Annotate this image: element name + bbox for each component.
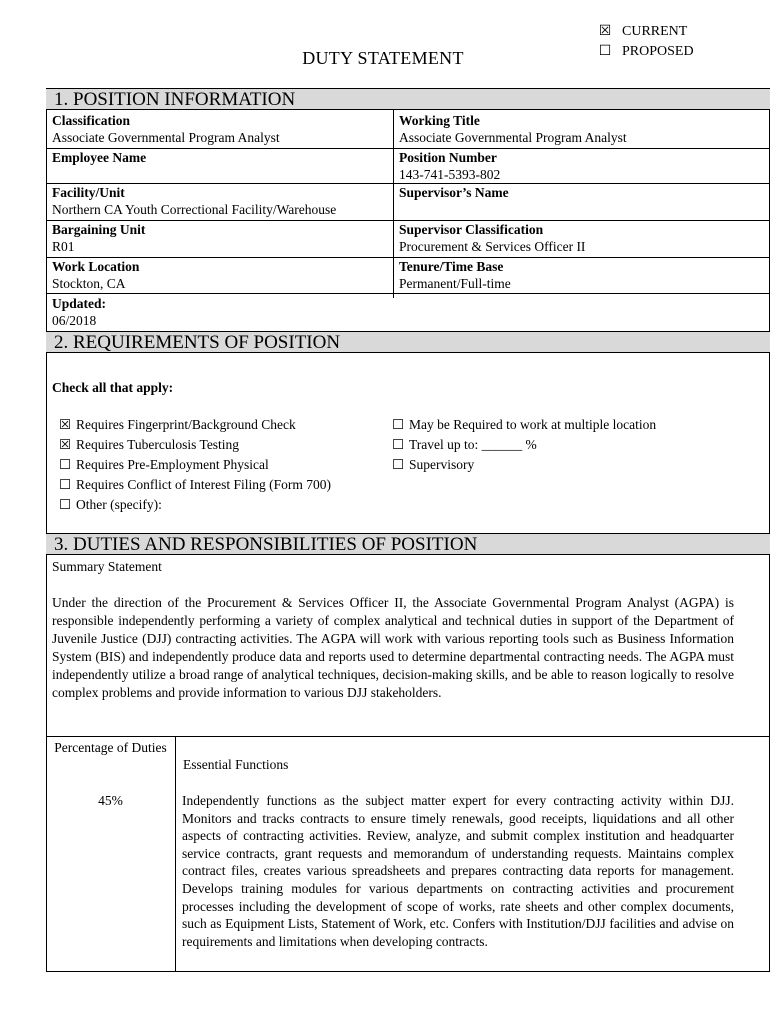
facility-unit-label: Facility/Unit: [52, 185, 125, 200]
status-proposed-label: PROPOSED: [622, 44, 694, 59]
requirement-label: Requires Fingerprint/Background Check: [76, 417, 296, 432]
document-title-text: DUTY STATEMENT: [302, 48, 464, 68]
bargaining-unit-cell: [46, 221, 393, 255]
classification-label: Classification: [52, 113, 131, 128]
status-current[interactable]: [598, 22, 694, 42]
document-title: [0, 48, 770, 69]
requirement-form-700[interactable]: [58, 475, 331, 495]
unchecked-box-icon[interactable]: ☐: [391, 457, 405, 472]
position-number-value: 143-741-5393-802: [399, 167, 501, 182]
requirement-label: Travel up to: ______ %: [409, 437, 537, 452]
status-current-label: CURRENT: [622, 24, 688, 39]
requirement-label: Other (specify):: [76, 497, 162, 512]
work-location-cell: [46, 258, 393, 292]
supervisor-classification-cell: [393, 221, 770, 255]
requirement-label: Requires Pre-Employment Physical: [76, 457, 269, 472]
requirement-tuberculosis[interactable]: [58, 435, 331, 455]
facility-unit-value: Northern CA Youth Correctional Facility/Warehouse: [52, 202, 337, 217]
duties-table-bottom-border: [46, 971, 770, 972]
tenure-cell: [393, 258, 770, 292]
classification-value: Associate Governmental Program Analyst: [52, 130, 280, 145]
supervisor-classification-label: Supervisor Classification: [399, 222, 544, 237]
duties-table-column-divider: [175, 736, 176, 972]
requirement-label: Requires Tuberculosis Testing: [76, 437, 240, 452]
bargaining-unit-label: Bargaining Unit: [52, 222, 146, 237]
percentage-column-header: Percentage of Duties: [54, 740, 167, 755]
work-location-label: Work Location: [52, 259, 140, 274]
employee-name-cell: [46, 149, 393, 166]
duty-percentage: 45%: [98, 793, 123, 808]
requirement-fingerprint[interactable]: [58, 415, 331, 435]
duty-description: Independently functions as the subject matter expert for every contracting activity within DJJ. Monitors and tracks contracts to ensure timely renewals, good receipts, liquidations and all other aspects of contracting activities. Review, analyze, and submit complex institution and headquarter service contracts, grant requests and memorandum of understanding requests. Maintains complex contract files, creates various spreadsheets and prepares contracting data reports for management. Develops training modules for various departments on contracting activities and procurement processes including the development of scope of works, rate sheets and other complex documents, such as Equipment Lists, Statement of Work, etc. Confers with Institution/DJJ facilities and advise on requirements and limitations when developing contracts.: [182, 793, 734, 949]
section-header-duties: 3. DUTIES AND RESPONSIBILITIES OF POSITION: [46, 533, 770, 555]
facility-unit-cell: [46, 184, 393, 218]
summary-statement-label: Summary Statement: [52, 559, 162, 574]
position-number-cell: [393, 149, 770, 183]
unchecked-box-icon[interactable]: ☐: [598, 44, 612, 59]
updated-cell: [46, 295, 393, 329]
requirement-label: May be Required to work at multiple location: [409, 417, 657, 432]
requirement-label: Supervisory: [409, 457, 475, 472]
supervisor-classification-value: Procurement & Services Officer II: [399, 239, 586, 254]
unchecked-box-icon[interactable]: ☐: [58, 497, 72, 512]
requirement-multiple-location[interactable]: [391, 415, 656, 435]
working-title-label: Working Title: [399, 113, 480, 128]
requirement-supervisory[interactable]: [391, 455, 656, 475]
duties-table-top-border: [46, 736, 770, 737]
unchecked-box-icon[interactable]: ☐: [58, 477, 72, 492]
checked-box-icon[interactable]: ☒: [58, 437, 72, 452]
tenure-value: Permanent/Full-time: [399, 276, 511, 291]
requirement-other[interactable]: [58, 495, 331, 515]
bargaining-unit-value: R01: [52, 239, 75, 254]
supervisor-name-cell: [393, 184, 770, 201]
section-header-requirements: 2. REQUIREMENTS OF POSITION: [46, 331, 770, 353]
section-header-position-info: 1. POSITION INFORMATION: [46, 88, 770, 110]
employee-name-label: Employee Name: [52, 150, 147, 165]
tenure-label: Tenure/Time Base: [399, 259, 504, 274]
requirement-label: Requires Conflict of Interest Filing (Form 700): [76, 477, 331, 492]
checked-box-icon[interactable]: ☒: [58, 417, 72, 432]
work-location-value: Stockton, CA: [52, 276, 126, 291]
working-title-value: Associate Governmental Program Analyst: [399, 130, 627, 145]
updated-value: 06/2018: [52, 313, 97, 328]
classification-cell: [46, 112, 393, 146]
position-number-label: Position Number: [399, 150, 497, 165]
essential-functions-header: Essential Functions: [183, 757, 289, 772]
updated-label: Updated:: [52, 296, 107, 311]
unchecked-box-icon[interactable]: ☐: [58, 457, 72, 472]
supervisor-name-label: Supervisor’s Name: [399, 185, 509, 200]
checked-box-icon[interactable]: ☒: [598, 24, 612, 39]
requirements-instruction: Check all that apply:: [52, 380, 174, 395]
requirement-travel[interactable]: [391, 435, 656, 455]
requirements-right-list: [391, 415, 656, 475]
row-divider: [46, 293, 770, 294]
requirement-physical[interactable]: [58, 455, 331, 475]
requirements-left-list: [58, 415, 331, 515]
working-title-cell: [393, 112, 770, 146]
unchecked-box-icon[interactable]: ☐: [391, 437, 405, 452]
unchecked-box-icon[interactable]: ☐: [391, 417, 405, 432]
summary-statement-text: Under the direction of the Procurement & Services Officer II, the Associate Governmental Program Analyst (AGPA) is responsible independently performing a variety of complex analytical and technical duties in support of the Department of Juvenile Justice (DJJ) contracting activities. The AGPA will work with various reporting tools such as Business Information System (BIS) and independently produce data and reports used to determine departmental contracting needs. The AGPA must independently utilize a broad range of analytical techniques, decision-making skills, and be able to reason logically to resolve complex problems and provide information to various DJJ stakeholders.: [52, 595, 734, 700]
